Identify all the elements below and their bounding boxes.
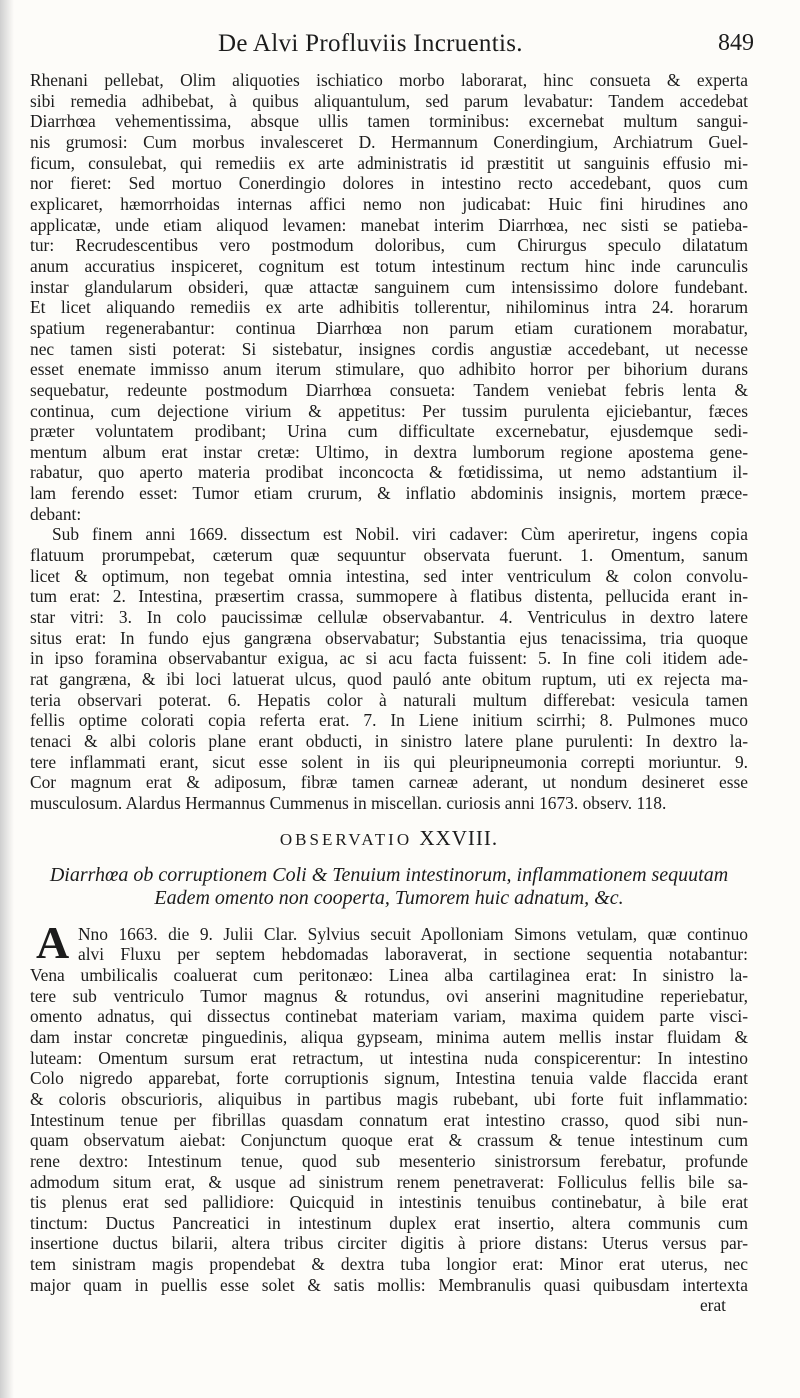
text-line: & coloris obscurioris, aliquibus in partibus magis rubebant, ubi forte fuit inflammatio: xyxy=(30,1088,748,1109)
catchword: erat xyxy=(699,1295,726,1316)
text-line: sequebatur, redeunte postmodum Diarrhœa consueta: Tandem veniebat febris lenta & xyxy=(30,379,748,400)
text-line: luteam: Omentum sursum erat retractum, ut intestina nuda conspicerentur: In intestino xyxy=(30,1047,748,1068)
text-line: spatium regenerabantur: continua Diarrhœa non parum etiam curationem morabatur, xyxy=(30,317,748,338)
text-line: applicatæ, unde etiam aliquod levamen: manebat interim Diarrhœa, nec sisti se patieba- xyxy=(30,214,748,235)
text-line: Rhenani pellebat, Olim aliquoties ischiatico morbo laborarat, hinc consueta & experta xyxy=(30,70,748,90)
paragraph-observation xyxy=(30,916,748,1316)
text-line: fellis optime colorati copia referta erat. 7. In Liene initium scirrhi; 8. Pulmones muco xyxy=(30,710,748,731)
text-line: tum erat: 2. Intestina, præsertim crassa, summopere à flatibus distenta, pellucida erant in- xyxy=(30,586,748,607)
text-line: insertione ductus bilarii, altera tribus circiter digitis à priore distans: Uterus versus par- xyxy=(30,1233,748,1254)
text-line: ficum, consulebat, qui remediis ex arte administratis id præstitit ut sanguinis effusio mi- xyxy=(30,152,748,173)
page-number: 849 xyxy=(718,30,754,56)
running-head xyxy=(30,30,754,64)
observation-number: XXVIII. xyxy=(419,825,499,850)
text-line: debant: xyxy=(30,503,82,524)
observation-subtitle-line: Diarrhœa ob corruptionem Coli & Tenuium intestinorum, inflammationem sequutam xyxy=(49,863,729,886)
text-line: tere inflammati erant, sicut esse solent in iis qui pleuripneumonia correpti moriuntur. 9. xyxy=(30,751,748,772)
text-line: tinctum: Ductus Pancreatici in intestinum duplex erat insertio, altera communis cum xyxy=(30,1212,748,1233)
text-line: teria observari poterat. 6. Hepatis color à naturali multum differebat: vesicula tamen xyxy=(30,689,748,710)
text-line: rat gangræna, & ibi loci latuerat ulcus, quod pauló ante obitum ruptum, uti ex rejecta ma- xyxy=(30,669,748,690)
text-line: sibi remedia adhibebat, à quibus aliquantulum, sed parum levabatur: Tandem accedebat xyxy=(30,90,748,111)
text-line: Intestinum tenue per fibrillas quasdam connatum erat intestino crasso, quod sibi nun- xyxy=(30,1109,748,1130)
text-line: mentum album erat instar cretæ: Ultimo, in dextra lumborum regione apostema gene- xyxy=(30,441,748,462)
observation-label: OBSERVATIO xyxy=(279,829,413,849)
text-line: tem sinistram magis propendebat & dextra tuba longior erat: Minor erat uterus, nec xyxy=(30,1254,748,1275)
observation-subtitle-line: Eadem omento non cooperta, Tumorem huic adnatum, &c. xyxy=(154,886,624,909)
text-line: star vitri: 3. In colo paucissimæ cellulæ observabantur. 4. Ventriculus in dextro latere xyxy=(30,607,748,628)
text-line: Vena umbilicalis coaluerat cum peritonæo: Linea alba cartilaginea erat: In sinistro la- xyxy=(30,964,748,985)
page-body xyxy=(30,70,748,1316)
text-line: admodum situm erat, & usque ad sinistrum renem penetraverat: Folliculus fellis bile sa- xyxy=(30,1171,748,1192)
text-line: in ipso foramina observabantur exigua, ac si acu facta fuissent: 5. In fine coli itidem ade- xyxy=(30,648,748,669)
text-line: dam instar concretæ pinguedinis, aliqua gypseam, minima autem mellis instar fluidam & xyxy=(30,1026,748,1047)
text-line: Sub finem anni 1669. dissectum est Nobil. viri cadaver: Cùm aperiretur, ingens copia xyxy=(52,524,748,545)
text-line: Nno 1663. die 9. Julii Clar. Sylvius secuit Apolloniam Simons vetulam, quæ continuo xyxy=(78,923,748,944)
text-line: licet & optimum, non tegebat omnia intestina, sed inter ventriculum & colon convolu- xyxy=(30,565,748,586)
text-line: nor fieret: Sed mortuo Conerdingio dolores in intestino recto accedebant, quos cum xyxy=(30,173,748,194)
text-line: rene dextro: Intestinum tenue, quod sub mesenterio sinistrorsum ferebatur, profunde xyxy=(30,1150,748,1171)
book-page xyxy=(30,0,754,1398)
text-line: flatuum prorumpebat, cæterum quæ sequuntur observata fuerunt. 1. Omentum, sanum xyxy=(30,545,748,566)
text-line: quam observatum aiebat: Conjunctum quoque erat & crassum & tenue intestinum cum xyxy=(30,1130,748,1151)
citation-line: musculosum. Alardus Hermannus Cummenus in miscellan. curiosis anni 1673. observ. 118. xyxy=(30,792,667,813)
text-line: omento adnatus, qui dissectus continebat materiam variam, maxima quidem parte visci- xyxy=(30,1006,748,1027)
text-line: rabatur, quo aperto materia prodibat inconcocta & fœtidissima, ut nemo adstantium il- xyxy=(30,462,748,483)
text-line: nis grumosi: Cum morbus invalesceret D. Hermannum Conerdingium, Archiatrum Guel- xyxy=(30,131,748,152)
text-line: Cor magnum erat & adiposum, fibræ tamen carneæ aderant, ut nondum desineret esse xyxy=(30,772,748,793)
running-title: De Alvi Profluviis Incruentis. xyxy=(218,30,523,57)
text-line: continua, cum dejectione virium & appetitus: Per tussim purulenta ejiciebantur, fæces xyxy=(30,400,748,421)
text-line: instar glandularum obsideri, quæ attactæ sanguinem cum intensissimo dolore fundebant. xyxy=(30,276,748,297)
text-line: Et licet aliquando remediis ex arte adhibitis tollerentur, nihilominus intra 24. horarum xyxy=(30,297,748,318)
text-line: tis plenus erat sed pallidiore: Quicquid in intestinis tenuibus continebatur, à bile erat xyxy=(30,1192,748,1213)
text-line: esset enemate immisso anum iterum stimulare, quo adhibito horror per bihorium durans xyxy=(30,359,748,380)
text-line: tenaci & albi coloris plane erant obducti, in sinistro latere plane purulenti: In dextro la- xyxy=(30,731,748,751)
paragraph-autopsy xyxy=(30,524,748,813)
text-line: Colo nigredo apparebat, forte corruptionis signum, Intestina tenuia valde flaccida erant xyxy=(30,1068,748,1089)
text-line: situs erat: In fundo ejus gangræna observabatur; Substantia ejus tenacissima, tria quoque xyxy=(30,627,748,648)
text-line: nec tamen sisti poterat: Si sistebatur, insignes cordis angustiæ accedebant, ut necesse xyxy=(30,338,748,359)
observation-heading xyxy=(30,825,748,856)
text-line: anum accuratius inspiceret, cognitum est totum intestinum rectum hinc inde carunculis xyxy=(30,255,748,276)
paragraph-case-history xyxy=(30,70,748,524)
text-line: major quam in puellis esse solet & satis mollis: Membranulis quasi quibusdam intertexta xyxy=(30,1274,748,1295)
text-line: alvi Fluxu per septem hebdomadas laboraverat, in sectione sequentia notabantur: xyxy=(78,944,748,965)
text-line: tur: Recrudescentibus vero postmodum doloribus, cum Chirurgus speculo dilatatum xyxy=(30,235,748,256)
text-line: tere sub ventriculo Tumor magnus & rotundus, ovi anserini magnitudine reperiebatur, xyxy=(30,985,748,1006)
text-line: præter voluntatem prodibant; Urina cum difficultate excernebatur, ejusdemque sedi- xyxy=(30,421,748,442)
page-gutter-shadow xyxy=(0,0,14,1398)
text-line: explicaret, hæmorrhoidas internas affici nemo non judicabat: Huic fini hirudines ano xyxy=(30,193,748,214)
drop-cap: A xyxy=(36,916,70,968)
text-line: Diarrhœa vehementissima, absque ullis tamen torminibus: excernebat multum sangui- xyxy=(30,111,748,132)
text-line: lam ferendo esset: Tumor etiam crurum, & inflatio abdominis insignis, mortem præce- xyxy=(30,483,748,504)
